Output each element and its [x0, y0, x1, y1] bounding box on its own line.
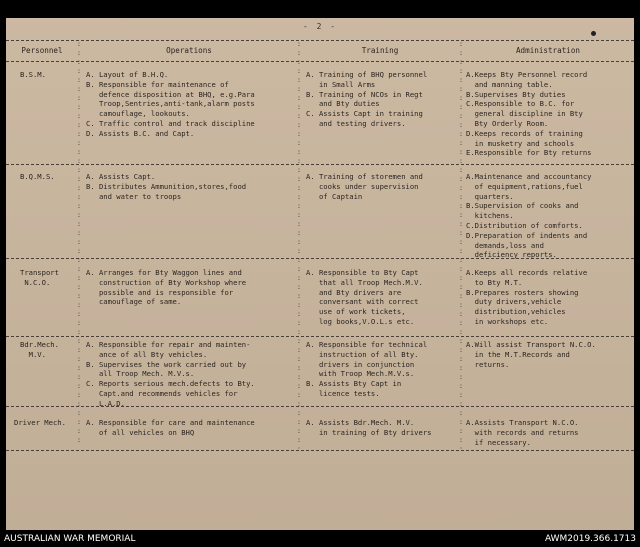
header-training: Training — [361, 46, 399, 55]
header-personnel: Personnel — [21, 46, 63, 55]
document-page — [6, 18, 634, 530]
row-training: A. Training of BHQ personnel in Small Arms B. Training of NCOs in Regt and Bty duties C. Assists Capt in training and testing drivers. — [306, 70, 428, 128]
ink-mark — [591, 31, 596, 36]
row-administration: A.Keeps Bty Personnel record and manning table. B.Supervises Bty duties C.Responsible to B.C. for general discipline in Bty Bty Orderly Room. D.Keeps records of training in musketry and schools E.Responsible for Bty returns — [466, 70, 592, 158]
row-training: A. Training of storemen and cooks under supervision of Captain — [306, 172, 423, 201]
rule-header — [6, 61, 634, 62]
row-operations: A. Layout of B.H.Q. B. Responsible for maintenance of defence disposition at BHQ, e.g.Para Troop,Sentries,anti-tank,alarm posts camouflage, lookouts. C. Traffic control and track discipline D. Assists B.C. and Capt. — [86, 70, 255, 138]
row-training: A. Assists Bdr.Mech. M.V. in training of Bty drivers — [306, 418, 432, 437]
row-administration: A.Keeps all records relative to Bty M.T. B.Prepares rosters showing duty drivers,vehicle distribution,vehicles in workshops etc. — [466, 268, 588, 326]
row-personnel: Driver Mech. — [14, 418, 66, 427]
row-personnel: B.Q.M.S. — [20, 172, 55, 181]
footer-bar — [0, 530, 640, 547]
rule-row-3 — [6, 336, 634, 337]
row-operations: A. Responsible for repair and mainten- ance of all Bty vehicles. B. Supervises the work carried out by all Troop Mech. M.V.s. C. Reports serious mech.defects to Bty. Capt.and recommends vehicles for L.A.D. — [86, 340, 255, 408]
column-separator: : : : : : : : : : : : : : : : : : : : : : : : : : : : : : : : : : : : : : : : : : : : : : : — [458, 40, 464, 450]
rule-top — [6, 40, 634, 41]
header-operations: Operations — [166, 46, 212, 55]
header-administration: Administration — [515, 46, 580, 55]
page-number: - 2 - — [302, 22, 338, 31]
column-separator: : : : : : : : : : : : : : : : : : : : : : : : : : : : : : : : : : : : : : : : : : : : : : — [76, 40, 82, 444]
footer-accession-number: AWM2019.366.1713 — [544, 534, 636, 544]
row-administration: A.Will assist Transport N.C.O. in the M.T.Records and returns. — [466, 340, 596, 369]
rule-bottom — [6, 450, 634, 451]
rule-row-1 — [6, 164, 634, 165]
column-separator: : : : : : : : : : : : : : : : : : : : : : : : : : : : : : : : : : : : : : : : : : : : : : : — [296, 40, 302, 450]
row-training: A. Responsible for technical instruction of all Bty. drivers in conjunction with Troop Mech.M.V.s. B. Assists Bty Capt in licence tests. — [306, 340, 428, 398]
row-personnel: B.S.M. — [20, 70, 46, 79]
row-personnel: Transport N.C.O. — [20, 268, 59, 287]
row-personnel: Bdr.Mech. M.V. — [20, 340, 59, 359]
footer-institution: AUSTRALIAN WAR MEMORIAL — [4, 534, 136, 544]
row-administration: A.Assists Transport N.C.O. with records and returns if necessary. — [466, 418, 579, 447]
row-operations: A. Responsible for care and maintenance of all vehicles on BHQ — [86, 418, 255, 437]
row-training: A. Responsible to Bty Capt that all Troop Mech.M.V. and Bty drivers are conversant with correct use of work tickets, log books,V.O.L.s etc. — [306, 268, 423, 326]
row-operations: A. Assists Capt. B. Distributes Ammunition,stores,food and water to troops — [86, 172, 247, 201]
row-administration: A.Maintenance and accountancy of equipment,rations,fuel quarters. B.Supervision of cooks and kitchens. C.Distribution of comforts. D.Preparation of indents and demands,loss and deficiency reports. — [466, 172, 592, 260]
row-operations: A. Arranges for Bty Waggon lines and construction of Bty Workshop where possible and is responsible for camouflage of same. — [86, 268, 247, 307]
